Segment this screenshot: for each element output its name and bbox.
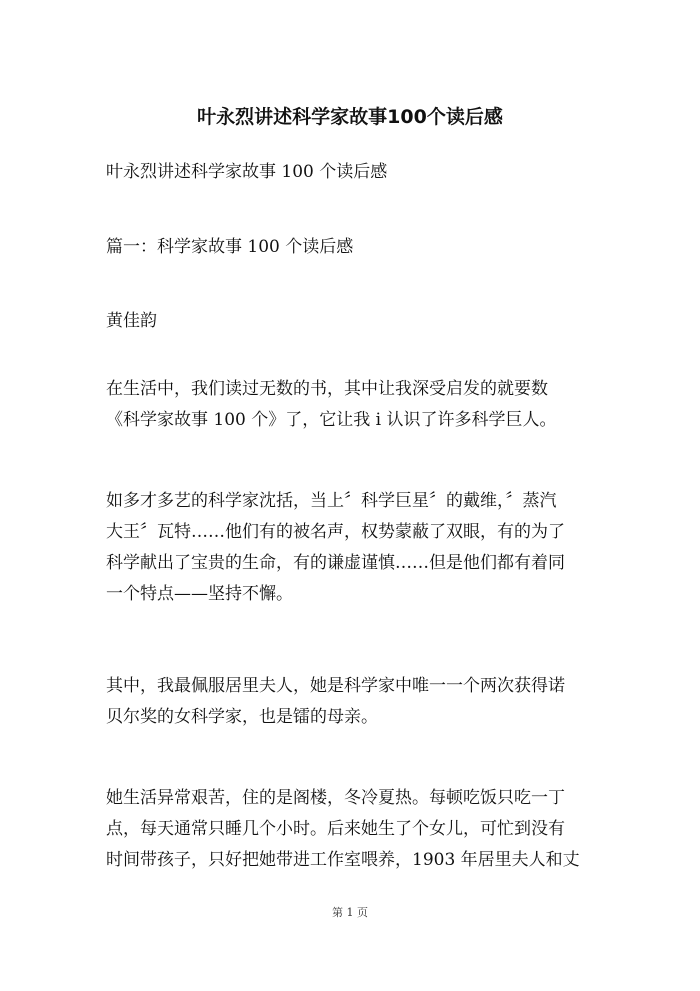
author-name (106, 306, 606, 337)
text-line: 如多才多艺的科学家沈括，当上〞科学巨星〞的戴维，〞蒸汽 (106, 491, 557, 511)
body-paragraph (106, 486, 606, 610)
text-line: 她生活异常艰苦，住的是阁楼，冬冷夏热。每顿吃饭只吃一丁 (106, 788, 565, 808)
text-line: 时间带孩子，只好把她带进工作室喂养，1903 年居里夫人和丈 (106, 850, 580, 870)
text-line: 科学献出了宝贵的生命，有的谦虚谨慎……但是他们都有着同 (106, 553, 565, 573)
body-paragraph (106, 374, 606, 436)
text-line: 叶永烈讲述科学家故事 100 个读后感 (106, 162, 388, 182)
chapter-heading (106, 232, 606, 263)
text-line: 在生活中，我们读过无数的书，其中让我深受启发的就要数 (106, 379, 548, 399)
text-line: 一个特点——坚持不懈。 (106, 584, 293, 604)
body-paragraph (106, 783, 606, 876)
document-title: 叶永烈讲述科学家故事100个读后感 (197, 106, 503, 128)
subtitle-paragraph (106, 157, 606, 188)
text-line: 其中，我最佩服居里夫人，她是科学家中唯一一个两次获得诺 (106, 676, 565, 696)
page-number: 第 1 页 (332, 906, 368, 919)
text-line: 贝尔奖的女科学家，也是镭的母亲。 (106, 707, 378, 727)
body-paragraph (106, 671, 606, 733)
text-line: 点，每天通常只睡几个小时。后来她生了个女儿，可忙到没有 (106, 819, 565, 839)
text-line: 篇一：科学家故事 100 个读后感 (106, 237, 354, 257)
text-line: 黄佳韵 (106, 311, 157, 331)
text-line: 大王〞瓦特……他们有的被名声，权势蒙蔽了双眼，有的为了 (106, 522, 565, 542)
text-line: 《科学家故事 100 个》了，它让我 i 认识了许多科学巨人。 (106, 410, 557, 430)
